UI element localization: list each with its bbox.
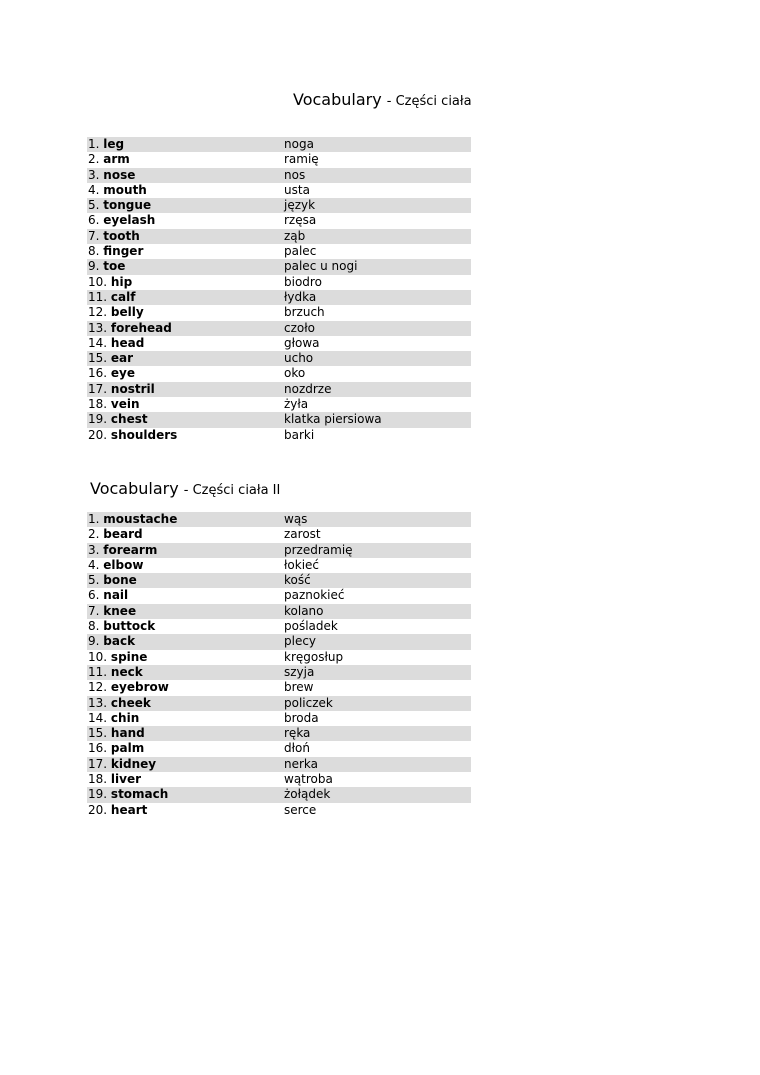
polish-translation: pośladek xyxy=(284,619,338,634)
table-row xyxy=(87,412,471,427)
row-number: 8. xyxy=(88,244,100,259)
english-word-cell xyxy=(87,680,284,695)
polish-translation: brzuch xyxy=(284,305,325,320)
table-row xyxy=(87,229,471,244)
polish-translation: policzek xyxy=(284,695,333,710)
polish-translation: ręka xyxy=(284,726,311,741)
english-word: chest xyxy=(110,412,148,427)
table-row xyxy=(87,787,471,802)
english-word-cell xyxy=(87,696,284,711)
english-word-cell xyxy=(87,726,284,741)
english-word: chin xyxy=(110,710,140,725)
polish-translation: wątroba xyxy=(284,772,333,787)
row-number: 15. xyxy=(88,351,108,366)
english-word: spine xyxy=(110,649,148,664)
polish-translation: palec u nogi xyxy=(284,259,358,274)
polish-translation: nerka xyxy=(284,756,319,771)
polish-translation: plecy xyxy=(284,634,317,649)
english-word: nostril xyxy=(110,381,155,396)
table-row xyxy=(87,382,471,397)
english-word: hip xyxy=(110,274,133,289)
english-word: shoulders xyxy=(110,427,178,442)
polish-translation: ucho xyxy=(284,351,314,366)
section2-title xyxy=(90,479,280,498)
english-word: eyelash xyxy=(103,213,156,228)
table-row xyxy=(87,198,471,213)
section2-title-main: Vocabulary xyxy=(90,479,179,498)
english-word-cell xyxy=(87,244,284,259)
table-row xyxy=(87,305,471,320)
section1-title-sub: - Części ciała xyxy=(386,94,472,109)
polish-translation: nozdrze xyxy=(284,381,332,396)
table-row xyxy=(87,803,471,818)
row-number: 1. xyxy=(88,512,100,526)
table-row xyxy=(87,213,471,228)
table-row xyxy=(87,321,471,336)
polish-translation: łokieć xyxy=(284,557,320,572)
row-number: 11. xyxy=(88,289,108,304)
table-row xyxy=(87,680,471,695)
section1-title xyxy=(293,90,472,109)
row-number: 17. xyxy=(88,381,108,396)
english-word-cell xyxy=(87,168,284,183)
row-number: 18. xyxy=(88,772,108,787)
english-word-cell xyxy=(87,634,284,649)
english-word-cell xyxy=(87,321,284,336)
english-word: head xyxy=(110,335,145,350)
table-row xyxy=(87,696,471,711)
polish-translation: głowa xyxy=(284,335,320,350)
english-word-cell xyxy=(87,573,284,588)
table-row xyxy=(87,351,471,366)
english-word: moustache xyxy=(103,512,178,526)
row-number: 17. xyxy=(88,756,108,771)
english-word-cell xyxy=(87,558,284,573)
english-word-cell xyxy=(87,757,284,772)
english-word: mouth xyxy=(103,182,147,197)
polish-translation: klatka piersiowa xyxy=(284,412,382,427)
table-row xyxy=(87,397,471,412)
english-word: tooth xyxy=(103,228,140,243)
vocabulary-table-1 xyxy=(87,137,471,443)
row-number: 18. xyxy=(88,397,108,412)
english-word: arm xyxy=(103,152,130,167)
polish-translation: serce xyxy=(284,802,317,817)
row-number: 19. xyxy=(88,412,108,427)
table-row xyxy=(87,543,471,558)
english-word-cell xyxy=(87,512,284,527)
english-word-cell xyxy=(87,604,284,619)
table-row xyxy=(87,711,471,726)
polish-translation: noga xyxy=(284,137,314,151)
row-number: 10. xyxy=(88,649,108,664)
english-word: forehead xyxy=(110,320,172,335)
row-number: 15. xyxy=(88,726,108,741)
row-number: 7. xyxy=(88,228,100,243)
table-row xyxy=(87,588,471,603)
polish-translation: oko xyxy=(284,366,306,381)
polish-translation: dłoń xyxy=(284,741,310,756)
table-row xyxy=(87,168,471,183)
english-word-cell xyxy=(87,152,284,167)
polish-translation: ząb xyxy=(284,228,306,243)
english-word: leg xyxy=(103,137,125,151)
row-number: 8. xyxy=(88,619,100,634)
english-word: back xyxy=(103,634,136,649)
row-number: 9. xyxy=(88,259,100,274)
polish-translation: paznokieć xyxy=(284,588,345,603)
row-number: 20. xyxy=(88,427,108,442)
table-row xyxy=(87,604,471,619)
row-number: 6. xyxy=(88,588,100,603)
english-word-cell xyxy=(87,305,284,320)
row-number: 5. xyxy=(88,198,100,213)
polish-translation: palec xyxy=(284,244,317,259)
row-number: 2. xyxy=(88,152,100,167)
english-word-cell xyxy=(87,527,284,542)
english-word: stomach xyxy=(110,787,169,802)
row-number: 1. xyxy=(88,137,100,151)
english-word-cell xyxy=(87,588,284,603)
row-number: 19. xyxy=(88,787,108,802)
english-word-cell xyxy=(87,351,284,366)
table-row xyxy=(87,428,471,443)
english-word-cell xyxy=(87,275,284,290)
english-word-cell xyxy=(87,787,284,802)
english-word-cell xyxy=(87,213,284,228)
row-number: 7. xyxy=(88,603,100,618)
table-row xyxy=(87,290,471,305)
polish-translation: brew xyxy=(284,680,314,695)
english-word: tongue xyxy=(103,198,152,213)
english-word: calf xyxy=(110,289,136,304)
table-row xyxy=(87,573,471,588)
row-number: 12. xyxy=(88,305,108,320)
english-word: hand xyxy=(110,726,145,741)
polish-translation: kręgosłup xyxy=(284,649,344,664)
row-number: 5. xyxy=(88,573,100,588)
table-row xyxy=(87,665,471,680)
row-number: 4. xyxy=(88,182,100,197)
english-word-cell xyxy=(87,229,284,244)
vocabulary-table-2 xyxy=(87,512,471,818)
row-number: 2. xyxy=(88,527,100,542)
table-row xyxy=(87,757,471,772)
row-number: 20. xyxy=(88,802,108,817)
english-word: belly xyxy=(110,305,144,320)
polish-translation: ramię xyxy=(284,152,319,167)
english-word: finger xyxy=(103,244,144,259)
english-word: knee xyxy=(103,603,137,618)
english-word-cell xyxy=(87,428,284,443)
english-word-cell xyxy=(87,198,284,213)
english-word-cell xyxy=(87,137,284,152)
english-word-cell xyxy=(87,665,284,680)
table-row xyxy=(87,152,471,167)
english-word: nail xyxy=(103,588,129,603)
polish-translation: usta xyxy=(284,182,310,197)
english-word: ear xyxy=(110,351,134,366)
row-number: 13. xyxy=(88,320,108,335)
polish-translation: kolano xyxy=(284,603,324,618)
table-row xyxy=(87,366,471,381)
english-word: buttock xyxy=(103,619,156,634)
polish-translation: zarost xyxy=(284,527,321,542)
english-word-cell xyxy=(87,619,284,634)
english-word-cell xyxy=(87,397,284,412)
table-row xyxy=(87,619,471,634)
english-word: cheek xyxy=(110,695,151,710)
table-row xyxy=(87,650,471,665)
row-number: 11. xyxy=(88,664,108,679)
english-word-cell xyxy=(87,183,284,198)
polish-translation: czoło xyxy=(284,320,315,335)
row-number: 3. xyxy=(88,167,100,182)
english-word-cell xyxy=(87,259,284,274)
polish-translation: biodro xyxy=(284,274,322,289)
english-word-cell xyxy=(87,803,284,818)
english-word: nose xyxy=(103,167,136,182)
english-word: kidney xyxy=(110,756,157,771)
english-word-cell xyxy=(87,650,284,665)
english-word-cell xyxy=(87,772,284,787)
section2-title-sub: - Części ciała II xyxy=(183,483,281,498)
english-word-cell xyxy=(87,741,284,756)
polish-translation: kość xyxy=(284,573,311,588)
row-number: 14. xyxy=(88,335,108,350)
table-row xyxy=(87,244,471,259)
row-number: 16. xyxy=(88,366,108,381)
english-word-cell xyxy=(87,336,284,351)
polish-translation: przedramię xyxy=(284,542,353,557)
english-word: liver xyxy=(110,772,142,787)
table-row xyxy=(87,726,471,741)
english-word-cell xyxy=(87,290,284,305)
english-word: eye xyxy=(110,366,136,381)
english-word-cell xyxy=(87,366,284,381)
table-row xyxy=(87,512,471,527)
table-row xyxy=(87,183,471,198)
polish-translation: żyła xyxy=(284,397,309,412)
row-number: 12. xyxy=(88,680,108,695)
section1-title-main: Vocabulary xyxy=(293,90,382,109)
english-word-cell xyxy=(87,412,284,427)
table-row xyxy=(87,741,471,756)
polish-translation: broda xyxy=(284,710,319,725)
english-word: elbow xyxy=(103,557,144,572)
english-word-cell xyxy=(87,711,284,726)
polish-translation: język xyxy=(284,198,316,213)
polish-translation: rzęsa xyxy=(284,213,317,228)
table-row xyxy=(87,137,471,152)
english-word: vein xyxy=(110,397,140,412)
row-number: 16. xyxy=(88,741,108,756)
table-row xyxy=(87,275,471,290)
english-word-cell xyxy=(87,382,284,397)
english-word: heart xyxy=(110,802,148,817)
row-number: 9. xyxy=(88,634,100,649)
row-number: 6. xyxy=(88,213,100,228)
row-number: 4. xyxy=(88,557,100,572)
table-row xyxy=(87,772,471,787)
row-number: 10. xyxy=(88,274,108,289)
table-row xyxy=(87,336,471,351)
table-row xyxy=(87,527,471,542)
polish-translation: żołądek xyxy=(284,787,331,802)
polish-translation: nos xyxy=(284,167,306,182)
english-word-cell xyxy=(87,543,284,558)
english-word: bone xyxy=(103,573,137,588)
row-number: 14. xyxy=(88,710,108,725)
polish-translation: barki xyxy=(284,427,315,442)
table-row xyxy=(87,558,471,573)
table-row xyxy=(87,259,471,274)
english-word: palm xyxy=(110,741,145,756)
polish-translation: wąs xyxy=(284,512,308,526)
english-word: beard xyxy=(103,527,143,542)
row-number: 3. xyxy=(88,542,100,557)
polish-translation: łydka xyxy=(284,289,317,304)
english-word: toe xyxy=(103,259,126,274)
row-number: 13. xyxy=(88,695,108,710)
english-word: forearm xyxy=(103,542,158,557)
english-word: neck xyxy=(110,664,143,679)
table-row xyxy=(87,634,471,649)
english-word: eyebrow xyxy=(110,680,169,695)
polish-translation: szyja xyxy=(284,664,315,679)
